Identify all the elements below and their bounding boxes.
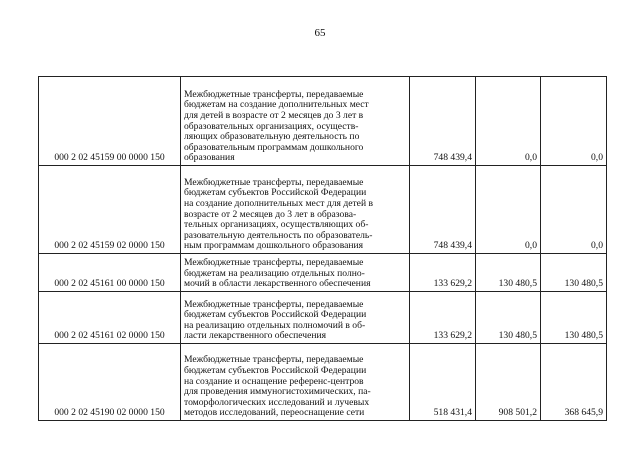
description-line: для детей в возрасте от 2 месяцев до 3 лет в [184, 110, 364, 122]
description-line: образования [184, 152, 235, 164]
budget-table [38, 76, 607, 421]
amount-col3: 0,0 [541, 77, 607, 166]
amount-col1: 133 629,2 [410, 292, 476, 344]
item-description [181, 77, 410, 166]
description-line: бюджетам на реализацию отдельных полно- [184, 267, 365, 279]
description-line: возрасте от 2 месяцев до 3 лет в образова- [184, 208, 357, 220]
description-line: бюджетам субъектов Российской Федерации [184, 365, 367, 377]
amount-col1: 518 431,4 [410, 344, 476, 421]
amount-col3: 368 645,9 [541, 344, 607, 421]
description-line: бюджетам субъектов Российской Федерации [184, 187, 367, 199]
description-line: Межбюджетные трансферты, передаваемые [184, 298, 364, 310]
description-line: ляющих образовательную деятельность по [184, 131, 360, 143]
amount-col2: 130 480,5 [476, 292, 541, 344]
description-line: на создание и оснащение референс-центров [184, 375, 364, 387]
description-line: Межбюджетные трансферты, передаваемые [184, 354, 364, 366]
item-description [181, 166, 410, 254]
amount-col1: 748 439,4 [410, 166, 476, 254]
description-line: методов исследований, переоснащение сети [184, 407, 365, 419]
page-number: 65 [314, 27, 326, 39]
budget-code: 000 2 02 45190 02 0000 150 [39, 344, 181, 421]
table-row [39, 344, 607, 421]
item-description [181, 254, 410, 292]
amount-col3: 130 480,5 [541, 254, 607, 292]
amount-col2: 0,0 [476, 166, 541, 254]
amount-col1: 748 439,4 [410, 77, 476, 166]
description-line: томорфологических исследований и лучевых [184, 396, 370, 408]
description-line: на реализацию отдельных полномочий в об- [184, 319, 366, 331]
amount-col3: 130 480,5 [541, 292, 607, 344]
description-line: на создание дополнительных мест для детей в [184, 198, 374, 210]
description-line: ласти лекарственного обеспечения [184, 330, 327, 342]
budget-code: 000 2 02 45161 00 0000 150 [39, 254, 181, 292]
budget-code: 000 2 02 45161 02 0000 150 [39, 292, 181, 344]
item-description [181, 292, 410, 344]
budget-code: 000 2 02 45159 02 0000 150 [39, 166, 181, 254]
description-line: тельных организациях, осуществляющих об- [184, 219, 369, 231]
description-line: бюджетам субъектов Российской Федерации [184, 309, 367, 321]
amount-col1: 133 629,2 [410, 254, 476, 292]
budget-code: 000 2 02 45159 00 0000 150 [39, 77, 181, 166]
amount-col2: 0,0 [476, 77, 541, 166]
description-line: Межбюджетные трансферты, передаваемые [184, 176, 364, 188]
description-line: ным программам дошкольного образования [184, 240, 364, 252]
description-line: разовательную деятельность по образователь- [184, 229, 373, 241]
amount-col2: 130 480,5 [476, 254, 541, 292]
description-line: для проведения иммуногистохимических, па- [184, 386, 371, 398]
table-row [39, 292, 607, 344]
table-row [39, 254, 607, 292]
description-line: образовательных организациях, осуществ- [184, 120, 359, 132]
description-line: бюджетам на создание дополнительных мест [184, 99, 369, 111]
description-line: образовательным программам дошкольного [184, 141, 364, 153]
table-row [39, 166, 607, 254]
amount-col3: 0,0 [541, 166, 607, 254]
description-line: Межбюджетные трансферты, передаваемые [184, 257, 364, 269]
description-line: мочий в области лекарственного обеспечения [184, 278, 371, 290]
description-line: Межбюджетные трансферты, передаваемые [184, 88, 364, 100]
amount-col2: 908 501,2 [476, 344, 541, 421]
item-description [181, 344, 410, 421]
table-row [39, 77, 607, 166]
